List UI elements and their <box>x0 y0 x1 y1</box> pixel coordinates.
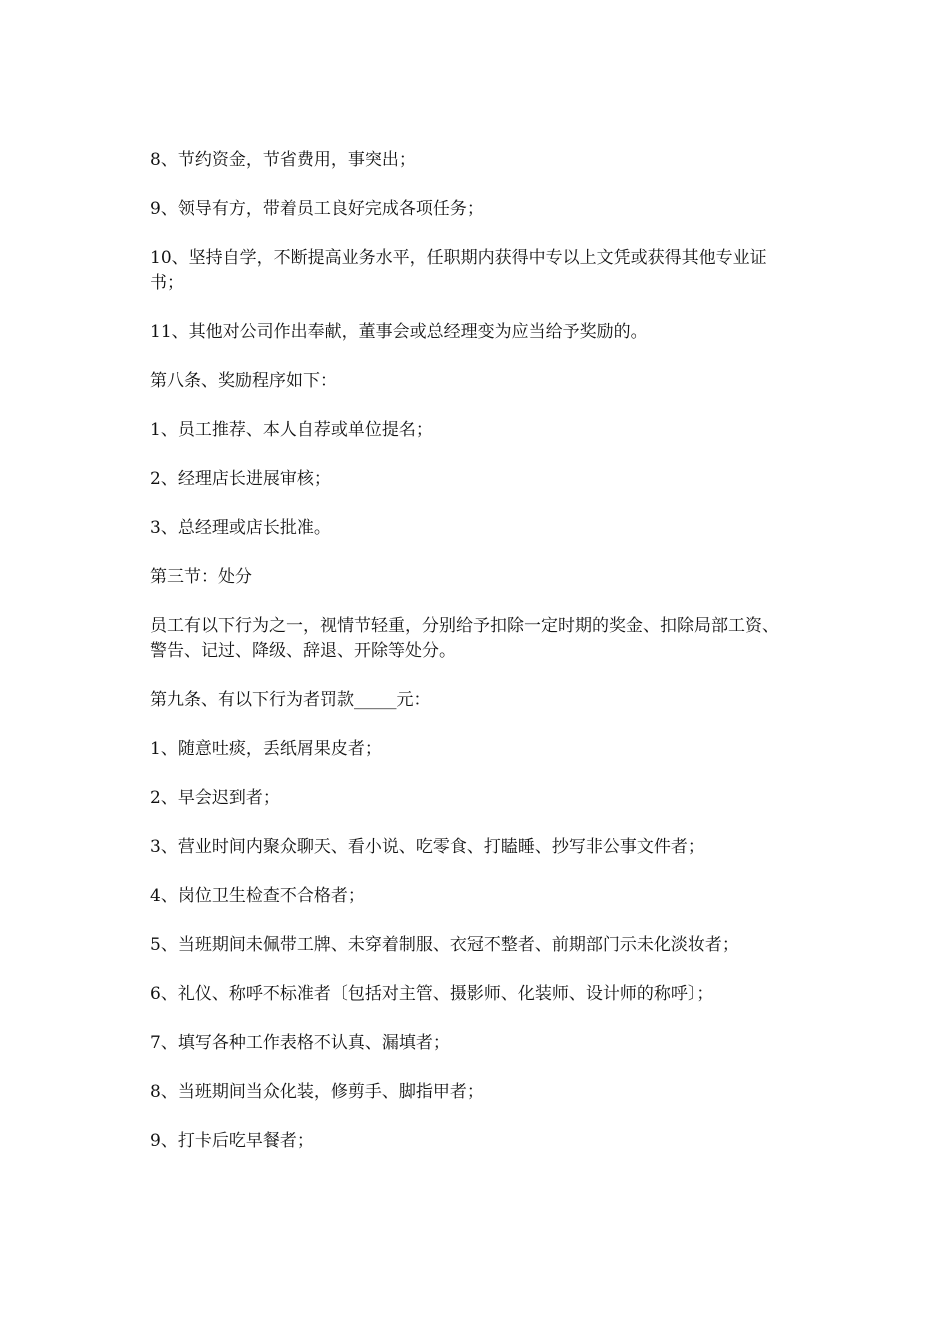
paragraph: 5、当班期间未佩带工牌、未穿着制服、衣冠不整者、前期部门示未化淡妆者； <box>150 935 739 955</box>
paragraph: 2、经理店长进展审核； <box>150 469 331 489</box>
paragraph: 4、岗位卫生检查不合格者； <box>150 886 365 906</box>
paragraph: 8、当班期间当众化装，修剪手、脚指甲者； <box>150 1082 484 1102</box>
paragraph: 7、填写各种工作表格不认真、漏填者； <box>150 1033 450 1053</box>
section-heading: 第八条、奖励程序如下： <box>150 371 337 391</box>
paragraph: 1、随意吐痰，丢纸屑果皮者； <box>150 739 382 759</box>
paragraph: 1、员工推荐、本人自荐或单位提名； <box>150 420 433 440</box>
paragraph: 9、领导有方，带着员工良好完成各项任务； <box>150 199 484 219</box>
document-page <box>150 148 790 1178</box>
paragraph: 8、节约资金，节省费用，事突出； <box>150 150 416 170</box>
section-heading: 第三节：处分 <box>150 567 252 587</box>
paragraph: 6、礼仪、称呼不标准者〔包括对主管、摄影师、化装师、设计师的称呼〕； <box>150 984 714 1004</box>
paragraph: 10、坚持自学，不断提高业务水平，任职期内获得中专以上文凭或获得其他专业证书； <box>150 248 767 293</box>
section-heading: 第九条、有以下行为者罚款_____元： <box>150 690 431 710</box>
paragraph: 9、打卡后吃早餐者； <box>150 1131 314 1151</box>
paragraph: 员工有以下行为之一，视情节轻重，分别给予扣除一定时期的奖金、扣除局部工资、警告、记过、降级、辞退、开除等处分。 <box>150 616 779 661</box>
paragraph: 3、营业时间内聚众聊天、看小说、吃零食、打瞌睡、抄写非公事文件者； <box>150 837 705 857</box>
paragraph: 2、早会迟到者； <box>150 788 280 808</box>
paragraph: 11、其他对公司作出奉献，董事会或总经理变为应当给予奖励的。 <box>150 322 648 342</box>
paragraph: 3、总经理或店长批准。 <box>150 518 331 538</box>
